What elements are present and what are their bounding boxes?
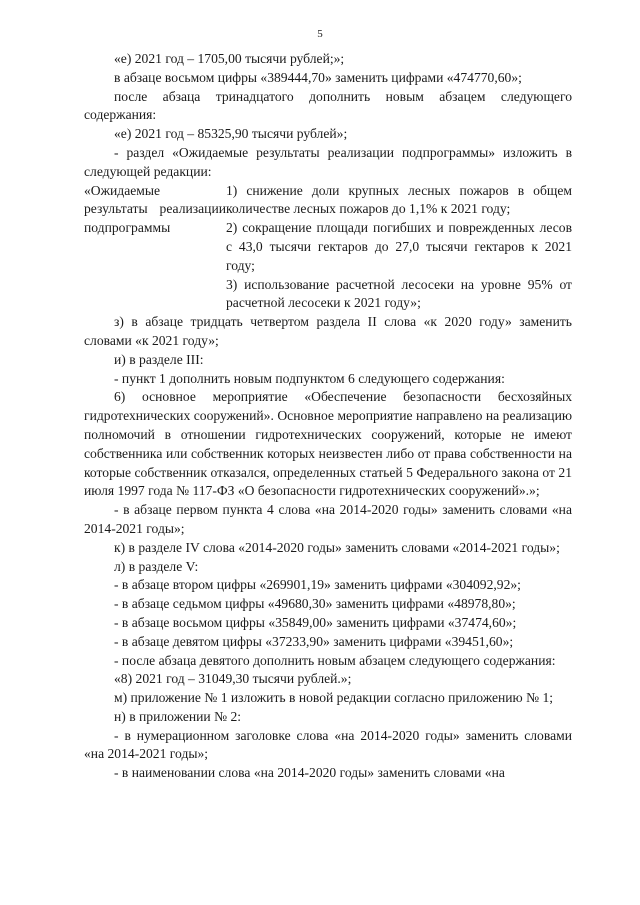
paragraph: 6) основное мероприятие «Обеспечение безопасности бесхозяйных гидротехнических сооружений». Основное мероприятие направлено на реализацию полномочий в отношении гидротехнических сооружений, которые не имеют собственника или собственник которых неизвестен либо от права собственности на которые собственник отказался, определенных статьей 5 Федерального закона от 21 июля 1997 года № 117-ФЗ «О безопасности гидротехнических сооружений».»; [84,389,572,499]
paragraph: - в наименовании слова «на 2014-2020 годы» заменить словами «на [114,765,505,781]
paragraph: - в абзаце втором цифры «269901,19» заменить цифрами «304092,92»; [114,577,521,593]
expected-result-item: 2) сокращение площади погибших и поврежденных лесов с 43,0 тысячи гектаров до 27,0 тысячи гектаров к 2021 году; [226,220,572,273]
page-number: 5 [317,28,323,40]
paragraph: - в абзаце первом пункта 4 слова «на 2014-2020 годы» заменить словами «на 2014-2021 годы»; [84,502,572,536]
paragraph: «е) 2021 год – 85325,90 тысячи рублей»; [114,126,348,142]
document-body [84,50,572,783]
paragraph: л) в разделе V: [114,558,199,574]
paragraph: - в нумерационном заголовке слова «на 2014-2020 годы» заменить словами «на 2014-2021 годы»; [84,727,572,762]
paragraph: «8) 2021 год – 31049,30 тысячи рублей.»; [114,671,352,687]
expected-result-item: 3) использование расчетной лесосеки на уровне 95% от расчетной лесосеки к 2021 году»; [226,276,572,311]
paragraph: после абзаца тринадцатого дополнить новым абзацем следующего содержания: [84,88,572,123]
paragraph: - в абзаце девятом цифры «37233,90» заменить цифрами «39451,60»; [114,633,514,649]
paragraph: - в абзаце седьмом цифры «49680,30» заменить цифрами «48978,80»; [114,596,516,612]
paragraph: з) в абзаце тридцать четвертом раздела II слова «к 2020 году» заменить словами «к 2021 году»; [84,314,572,348]
paragraph: - пункт 1 дополнить новым подпунктом 6 следующего содержания: [114,370,505,386]
paragraph: н) в приложении № 2: [114,708,242,724]
paragraph: м) приложение № 1 изложить в новой редакции согласно приложению № 1; [114,690,554,706]
paragraph: в абзаце восьмом цифры «389444,70» заменить цифрами «474770,60»; [114,69,522,85]
paragraph: - раздел «Ожидаемые результаты реализации подпрограммы» изложить в следующей редакции: [84,144,572,179]
paragraph: «е) 2021 год – 1705,00 тысячи рублей;»; [114,51,345,66]
expected-results-label: «Ожидаемые результаты реализации подпрограммы [84,182,226,236]
expected-results-table [84,182,572,314]
paragraph: к) в разделе IV слова «2014-2020 годы» заменить словами «2014-2021 годы»; [114,539,560,555]
expected-results-items [226,182,572,314]
paragraph: - после абзаца девятого дополнить новым абзацем следующего содержания: [114,652,556,668]
expected-result-item: 1) снижение доли крупных лесных пожаров в общем количестве лесных пожаров до 1,1% к 2021 году; [226,182,572,217]
paragraph: и) в разделе III: [114,351,204,367]
paragraph: - в абзаце восьмом цифры «35849,00» заменить цифрами «37474,60»; [114,614,517,630]
